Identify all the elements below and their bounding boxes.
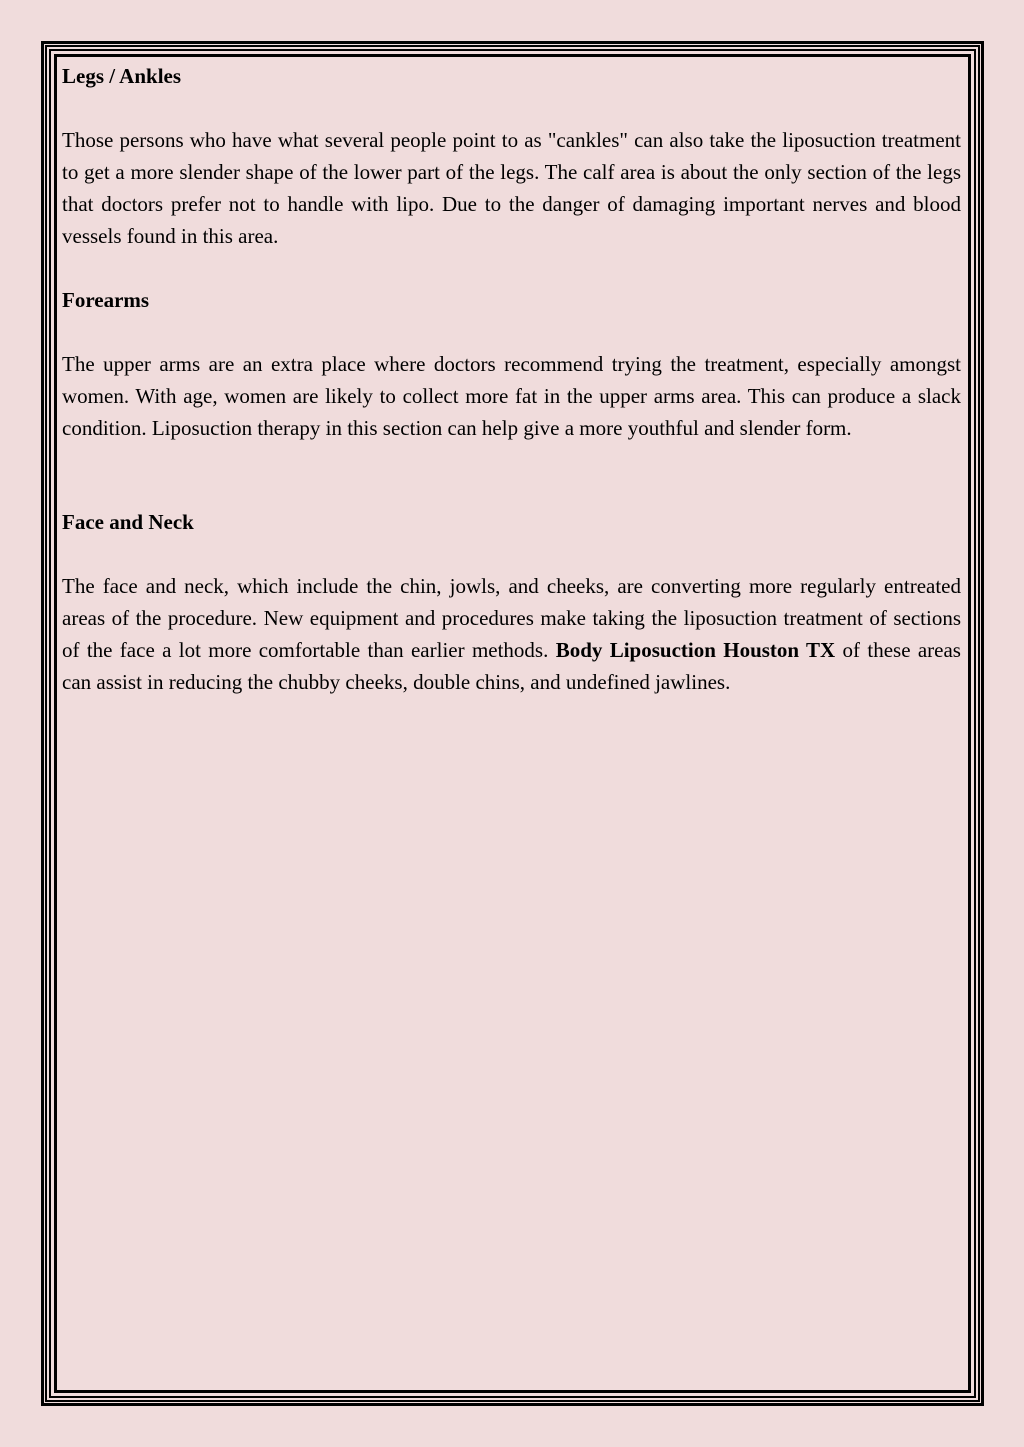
document-body <box>62 60 961 698</box>
section-paragraph-legs-ankles: Those persons who have what several people point to as "cankles" can also take the liposuction treatment to get a more slender shape of the lower part of the legs. The calf area is about the only section of the legs that doctors prefer not to handle with lipo. Due to the danger of damaging important nerves and blood vessels found in this area. <box>62 128 961 248</box>
face-neck-keyword: Body Liposuction Houston TX <box>555 638 836 662</box>
section-heading-face-neck: Face and Neck <box>62 510 194 534</box>
section-paragraph-face-neck <box>62 570 961 698</box>
face-neck-text-start: The face and neck, which include the chin, jowls, and cheeks, are converting more regularly entreated areas of the procedure. New equipment and procedures make taking the liposuction treatment of sections of the face a lot more comfortable than earlier methods. <box>62 574 961 662</box>
section-heading-legs-ankles: Legs / Ankles <box>62 64 182 88</box>
section-heading-forearms: Forearms <box>62 288 150 312</box>
section-paragraph-forearms: The upper arms are an extra place where doctors recommend trying the treatment, especially amongst women. With age, women are likely to collect more fat in the upper arms area. This can produce a slack condition. Liposuction therapy in this section can help give a more youthful and slender form. <box>62 352 961 440</box>
face-neck-text-end: of these areas can assist in reducing the chubby cheeks, double chins, and undefined jawlines. <box>62 638 961 694</box>
